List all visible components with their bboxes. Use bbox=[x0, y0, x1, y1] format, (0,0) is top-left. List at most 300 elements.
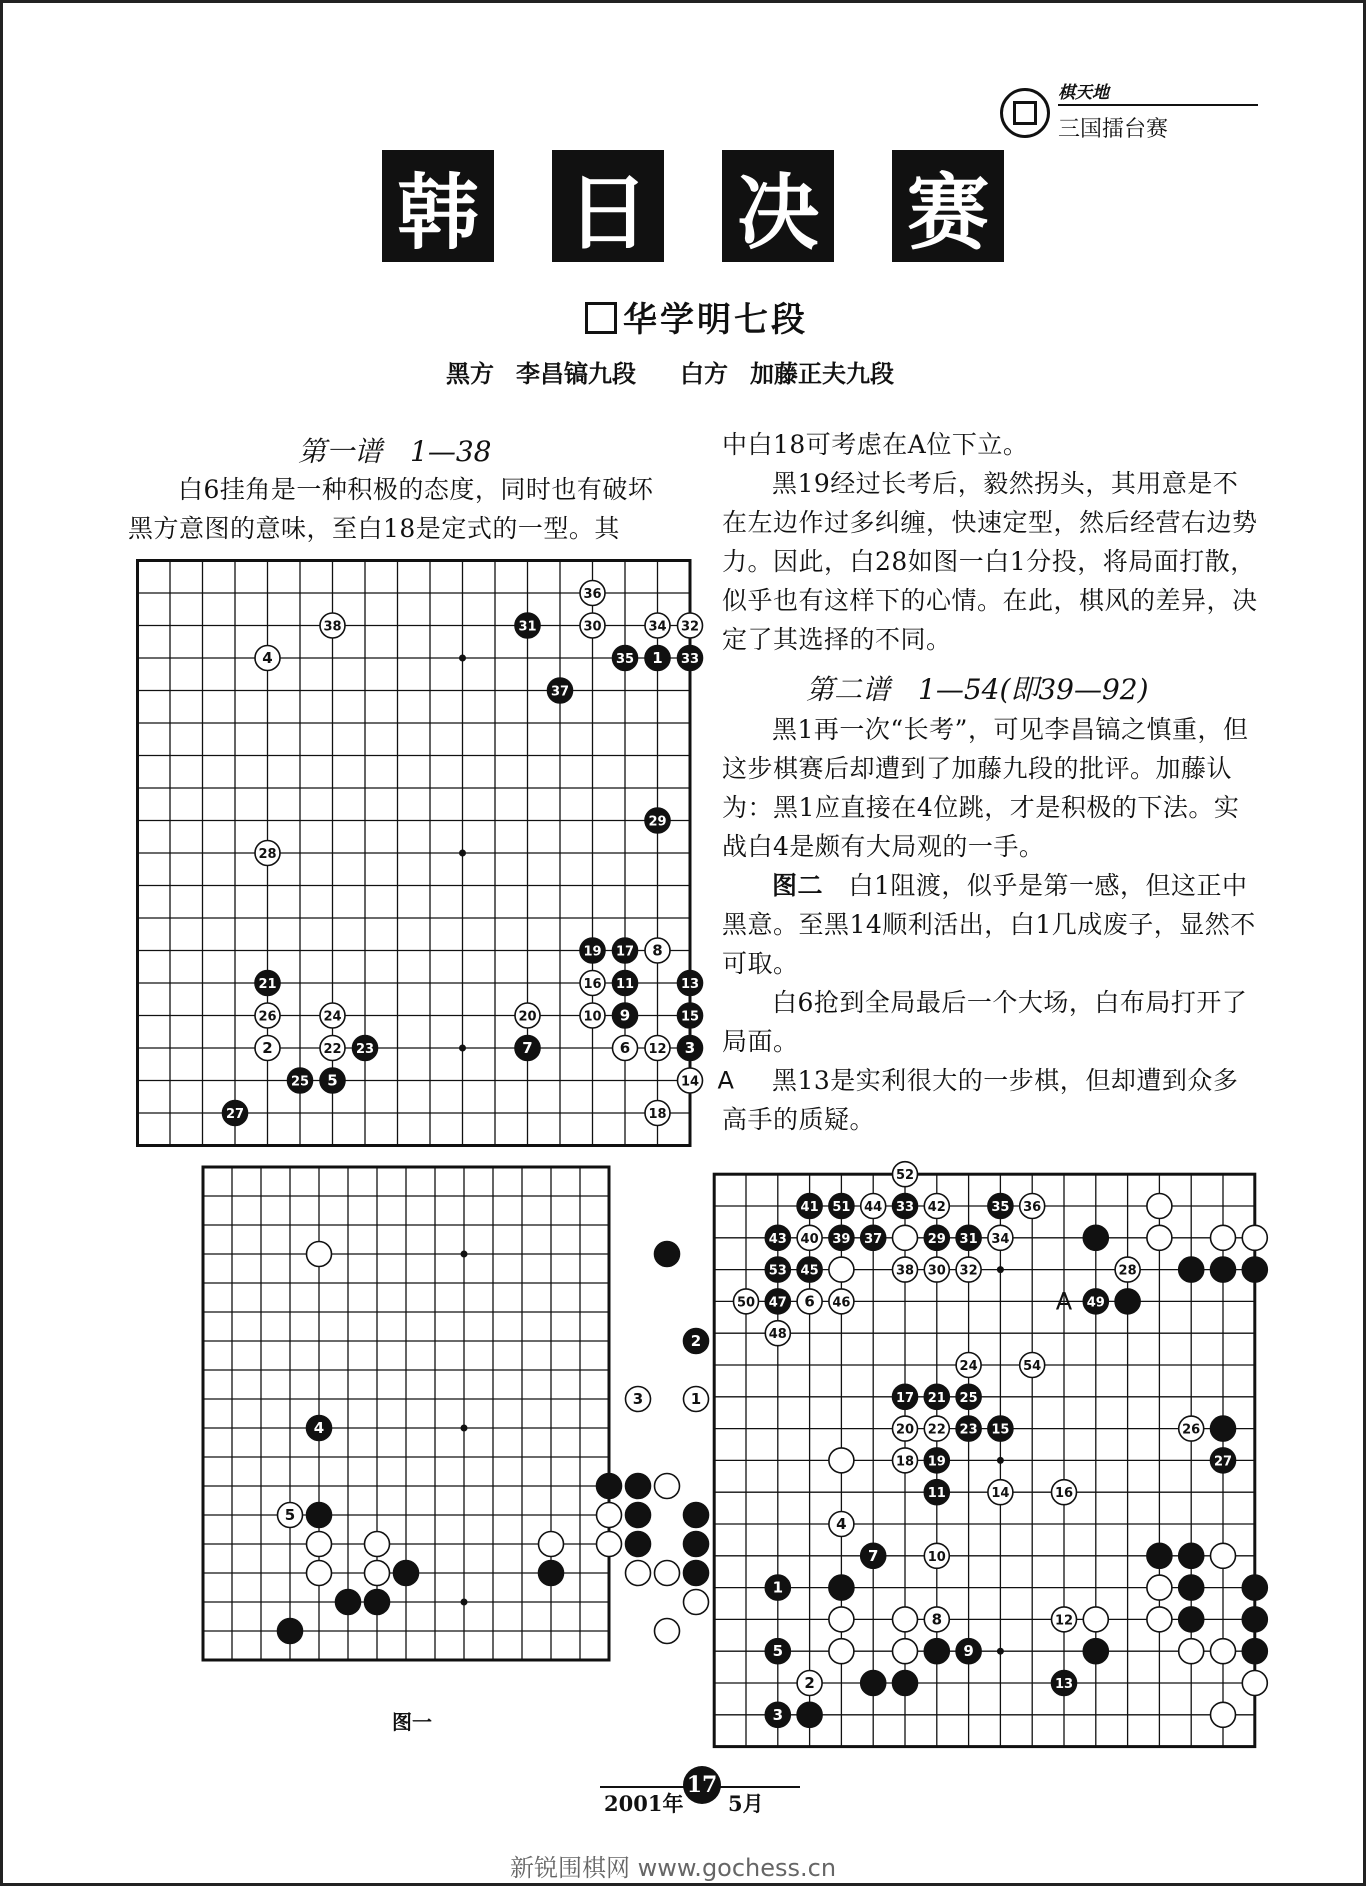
right-para-2: 黑19经过长考后，毅然拐头，其用意是不在左边作过多纠缠，快速定型，然后经营右边势力。因此，白28如图一白1分投，将局面打散，似乎也有这样下的心情。在此，棋风的差异，决定了其选择的不同。 bbox=[722, 469, 1258, 654]
white-stone bbox=[597, 1532, 622, 1557]
black-stone bbox=[320, 1068, 345, 1093]
white-stone bbox=[1147, 1575, 1172, 1600]
black-stone bbox=[924, 1384, 949, 1409]
black-stone bbox=[829, 1194, 854, 1219]
star-point bbox=[997, 1266, 1004, 1273]
move-number: 50 bbox=[736, 1295, 756, 1311]
title-char-4: 赛 bbox=[892, 150, 1004, 262]
white-stone bbox=[924, 1257, 949, 1282]
black-stone bbox=[515, 1036, 540, 1061]
black-stone bbox=[956, 1639, 981, 1664]
white-stone bbox=[1147, 1225, 1172, 1250]
white-stone bbox=[1179, 1639, 1204, 1664]
white-stone bbox=[1052, 1607, 1077, 1632]
move-number: 28 bbox=[1118, 1263, 1137, 1279]
black-stone bbox=[765, 1257, 790, 1282]
move-number: 25 bbox=[290, 1074, 310, 1090]
move-number: 52 bbox=[895, 1168, 915, 1184]
star-point bbox=[461, 1599, 468, 1606]
white-stone bbox=[255, 841, 280, 866]
black-stone bbox=[678, 1036, 703, 1061]
move-number: 54 bbox=[1023, 1359, 1042, 1374]
footer-year: 2001年 bbox=[604, 1791, 684, 1816]
black-stone bbox=[365, 1590, 390, 1615]
white-stone bbox=[320, 1036, 345, 1061]
white-stone bbox=[278, 1503, 303, 1528]
move-number: 17 bbox=[615, 944, 635, 960]
black-stone bbox=[924, 1639, 949, 1664]
move-number: 1 bbox=[652, 649, 663, 667]
move-number: 40 bbox=[800, 1231, 819, 1247]
white-stone bbox=[893, 1607, 918, 1632]
white-stone bbox=[988, 1480, 1013, 1505]
white-stone bbox=[1020, 1353, 1045, 1378]
star-point bbox=[459, 850, 466, 857]
black-stone bbox=[678, 646, 703, 671]
move-number: 32 bbox=[959, 1263, 978, 1279]
white-stone bbox=[255, 1036, 280, 1061]
move-number: 3 bbox=[632, 1390, 644, 1408]
white-stone bbox=[893, 1639, 918, 1664]
move-number: 18 bbox=[648, 1107, 667, 1122]
column-name: 三国擂台赛 bbox=[1058, 117, 1169, 142]
black-stone bbox=[515, 613, 540, 638]
move-number: 53 bbox=[768, 1263, 787, 1279]
black-stone bbox=[626, 1474, 651, 1499]
move-number: 20 bbox=[895, 1422, 915, 1438]
move-number: 16 bbox=[1054, 1486, 1074, 1502]
black-stone bbox=[1083, 1639, 1108, 1664]
move-number: 21 bbox=[927, 1390, 946, 1406]
black-stone bbox=[765, 1639, 790, 1664]
white-side-label: 白方 bbox=[680, 360, 728, 388]
move-number: 2 bbox=[690, 1332, 702, 1350]
black-stone bbox=[829, 1575, 854, 1600]
white-stone bbox=[829, 1639, 854, 1664]
move-number: 25 bbox=[959, 1390, 978, 1406]
move-number: 24 bbox=[323, 1009, 342, 1025]
right-para-6: 黑13是实利很大的一步棋，但却遭到众多高手的质疑。 bbox=[722, 1066, 1239, 1134]
move-number: 2 bbox=[804, 1674, 815, 1692]
white-stone bbox=[678, 613, 703, 638]
black-stone bbox=[1211, 1416, 1236, 1441]
left-intro bbox=[128, 470, 668, 548]
move-number: 23 bbox=[959, 1422, 978, 1438]
move-number: 28 bbox=[258, 847, 277, 862]
black-stone bbox=[626, 1532, 651, 1557]
black-stone bbox=[924, 1448, 949, 1473]
right-para-1: 中白18可考虑在A位下立。 bbox=[722, 430, 1029, 459]
move-number: 9 bbox=[963, 1642, 974, 1661]
white-stone bbox=[893, 1162, 918, 1187]
white-stone bbox=[626, 1387, 651, 1412]
black-stone bbox=[956, 1225, 981, 1250]
move-number: 26 bbox=[258, 1009, 277, 1025]
white-stone bbox=[1147, 1607, 1172, 1632]
black-stone bbox=[956, 1384, 981, 1409]
black-stone bbox=[613, 971, 638, 996]
black-stone bbox=[861, 1543, 886, 1568]
white-stone bbox=[1020, 1194, 1045, 1219]
move-number: 21 bbox=[258, 977, 277, 992]
move-number: 31 bbox=[959, 1231, 978, 1247]
move-number: 6 bbox=[804, 1292, 815, 1311]
header-rule bbox=[1058, 104, 1258, 106]
star-point bbox=[997, 1648, 1004, 1655]
move-number: 16 bbox=[583, 977, 602, 992]
move-number: 15 bbox=[680, 1009, 700, 1025]
move-number: 30 bbox=[927, 1263, 946, 1279]
black-stone bbox=[924, 1225, 949, 1250]
point-label-a: A bbox=[1055, 1287, 1073, 1316]
white-stone bbox=[924, 1607, 949, 1632]
move-number: 9 bbox=[619, 1006, 631, 1025]
move-number: 37 bbox=[864, 1231, 883, 1247]
figure-caption: 图一 bbox=[392, 1710, 432, 1734]
move-number: 51 bbox=[832, 1200, 851, 1215]
white-stone bbox=[678, 1068, 703, 1093]
black-stone bbox=[893, 1384, 918, 1409]
white-stone bbox=[1242, 1225, 1267, 1250]
move-number: 19 bbox=[927, 1454, 946, 1470]
white-stone bbox=[645, 613, 670, 638]
move-number: 4 bbox=[313, 1419, 325, 1437]
black-stone bbox=[797, 1702, 822, 1727]
white-stone bbox=[893, 1257, 918, 1282]
black-stone bbox=[765, 1575, 790, 1600]
black-stone bbox=[539, 1561, 564, 1586]
black-stone bbox=[1052, 1671, 1077, 1696]
move-number: 34 bbox=[991, 1231, 1010, 1247]
white-stone bbox=[1179, 1416, 1204, 1441]
black-stone bbox=[548, 678, 573, 703]
author-box-icon bbox=[585, 302, 617, 334]
move-number: 42 bbox=[927, 1200, 946, 1215]
move-number: 36 bbox=[1023, 1200, 1042, 1215]
move-number: 38 bbox=[323, 619, 342, 635]
white-stone bbox=[797, 1225, 822, 1250]
white-stone bbox=[1211, 1225, 1236, 1250]
go-board-2 bbox=[142, 1163, 702, 1673]
move-number: 8 bbox=[652, 941, 663, 960]
white-stone bbox=[893, 1448, 918, 1473]
black-stone bbox=[597, 1474, 622, 1499]
white-stone bbox=[1242, 1671, 1267, 1696]
white-stone bbox=[988, 1225, 1013, 1250]
white-stone bbox=[645, 1101, 670, 1126]
white-stone bbox=[1147, 1194, 1172, 1219]
white-stone bbox=[255, 646, 280, 671]
white-stone bbox=[580, 971, 605, 996]
magazine-logo-icon bbox=[1000, 88, 1050, 138]
right-para-5: 白6抢到全局最后一个大场，白布局打开了局面。 bbox=[722, 988, 1248, 1056]
black-stone bbox=[1179, 1543, 1204, 1568]
move-number: 49 bbox=[1086, 1295, 1105, 1311]
move-number: 6 bbox=[619, 1039, 631, 1057]
white-stone bbox=[734, 1289, 759, 1314]
title-char-2: 日 bbox=[552, 150, 664, 262]
black-stone bbox=[797, 1257, 822, 1282]
white-stone bbox=[829, 1607, 854, 1632]
move-number: 19 bbox=[583, 944, 602, 960]
move-number: 33 bbox=[680, 652, 700, 667]
move-number: 35 bbox=[615, 652, 635, 667]
move-number: 35 bbox=[991, 1200, 1010, 1215]
move-number: 13 bbox=[1054, 1677, 1074, 1692]
move-number: 38 bbox=[895, 1263, 915, 1279]
move-number: 4 bbox=[262, 649, 273, 667]
white-stone bbox=[1115, 1257, 1140, 1282]
white-stone bbox=[924, 1416, 949, 1441]
white-stone bbox=[861, 1194, 886, 1219]
black-stone bbox=[580, 938, 605, 963]
white-stone bbox=[307, 1242, 332, 1267]
white-stone bbox=[320, 613, 345, 638]
black-stone bbox=[394, 1561, 419, 1586]
black-stone bbox=[1147, 1543, 1172, 1568]
black-stone bbox=[255, 971, 280, 996]
white-stone bbox=[645, 938, 670, 963]
white-stone bbox=[655, 1561, 680, 1586]
black-stone bbox=[626, 1503, 651, 1528]
black-stone bbox=[1179, 1607, 1204, 1632]
move-number: 43 bbox=[768, 1231, 787, 1247]
white-stone bbox=[515, 1003, 540, 1028]
move-number: 8 bbox=[931, 1610, 943, 1629]
move-number: 41 bbox=[800, 1200, 819, 1215]
move-number: 5 bbox=[284, 1506, 296, 1524]
black-stone bbox=[1115, 1289, 1140, 1314]
white-stone bbox=[829, 1289, 854, 1314]
black-stone bbox=[861, 1225, 886, 1250]
black-stone bbox=[1242, 1575, 1267, 1600]
white-stone bbox=[797, 1671, 822, 1696]
right-column-text-2 bbox=[722, 710, 1262, 1139]
right-column-text-1 bbox=[722, 425, 1262, 659]
move-number: 14 bbox=[680, 1074, 700, 1090]
black-stone bbox=[613, 938, 638, 963]
title-char-1: 韩 bbox=[382, 150, 494, 262]
move-number: 24 bbox=[959, 1359, 978, 1374]
move-number: 7 bbox=[522, 1039, 533, 1057]
star-point bbox=[461, 1425, 468, 1432]
white-stone bbox=[655, 1619, 680, 1644]
go-board-1 bbox=[74, 560, 734, 1134]
white-stone bbox=[797, 1289, 822, 1314]
title-char-3: 决 bbox=[722, 150, 834, 262]
black-stone bbox=[678, 1003, 703, 1028]
white-stone bbox=[1211, 1702, 1236, 1727]
white-stone bbox=[1211, 1543, 1236, 1568]
author-name: 华学明七段 bbox=[623, 300, 808, 340]
right-para-4 bbox=[722, 866, 1262, 983]
black-stone bbox=[278, 1619, 303, 1644]
white-stone bbox=[956, 1257, 981, 1282]
black-stone bbox=[1242, 1257, 1267, 1282]
black-stone bbox=[893, 1194, 918, 1219]
black-player-name: 李昌镐九段 bbox=[516, 360, 636, 388]
move-number: 17 bbox=[895, 1390, 915, 1406]
white-stone bbox=[307, 1532, 332, 1557]
move-number: 10 bbox=[927, 1549, 946, 1565]
black-stone bbox=[655, 1242, 680, 1267]
move-number: 20 bbox=[518, 1009, 537, 1025]
white-stone bbox=[645, 1036, 670, 1061]
star-point bbox=[459, 655, 466, 662]
white-player-name: 加藤正夫九段 bbox=[750, 360, 894, 388]
site-watermark: 新锐围棋网 www.gochess.cn bbox=[510, 1854, 837, 1882]
move-number: 47 bbox=[768, 1295, 787, 1311]
black-stone bbox=[1211, 1257, 1236, 1282]
white-stone bbox=[365, 1561, 390, 1586]
move-number: 27 bbox=[225, 1107, 245, 1122]
white-stone bbox=[924, 1194, 949, 1219]
white-stone bbox=[956, 1353, 981, 1378]
move-number: 15 bbox=[991, 1422, 1010, 1438]
author-line bbox=[585, 292, 808, 341]
move-number: 1 bbox=[772, 1578, 784, 1597]
move-number: 36 bbox=[583, 587, 602, 602]
go-board-3 bbox=[692, 1160, 1296, 1756]
move-number: 33 bbox=[895, 1200, 915, 1215]
white-stone bbox=[597, 1503, 622, 1528]
move-number: 27 bbox=[1213, 1454, 1233, 1470]
move-number: 18 bbox=[895, 1454, 915, 1470]
black-stone bbox=[1083, 1225, 1108, 1250]
move-number: 12 bbox=[648, 1042, 667, 1057]
star-point bbox=[459, 1045, 466, 1052]
black-stone bbox=[829, 1225, 854, 1250]
left-intro-text: 白6挂角是一种积极的态度，同时也有破坏黑方意图的意味，至白18是定式的一型。其 bbox=[128, 475, 654, 543]
white-stone bbox=[365, 1532, 390, 1557]
move-number: 23 bbox=[355, 1042, 375, 1057]
black-stone bbox=[307, 1416, 332, 1441]
fig2-label: 图二 bbox=[772, 871, 824, 900]
move-number: 29 bbox=[648, 814, 667, 830]
point-label-a: A bbox=[717, 1066, 734, 1095]
move-number: 32 bbox=[680, 619, 700, 635]
move-number: 31 bbox=[518, 619, 537, 635]
black-stone bbox=[893, 1671, 918, 1696]
white-stone bbox=[320, 1003, 345, 1028]
black-stone bbox=[1211, 1448, 1236, 1473]
black-stone bbox=[678, 971, 703, 996]
black-stone bbox=[861, 1671, 886, 1696]
move-number: 30 bbox=[583, 619, 602, 635]
players-line bbox=[446, 354, 916, 389]
page-number: 17 bbox=[683, 1766, 721, 1804]
move-number: 22 bbox=[927, 1422, 946, 1438]
black-side-label: 黑方 bbox=[446, 360, 494, 388]
move-number: 4 bbox=[836, 1515, 847, 1533]
white-stone bbox=[893, 1416, 918, 1441]
magazine-brand: 棋天地 bbox=[1058, 83, 1109, 103]
black-stone bbox=[645, 646, 670, 671]
black-stone bbox=[924, 1480, 949, 1505]
move-number: 14 bbox=[991, 1486, 1010, 1502]
move-number: 45 bbox=[800, 1263, 819, 1279]
move-number: 44 bbox=[864, 1200, 883, 1215]
black-stone bbox=[1242, 1607, 1267, 1632]
right-para-3: 黑1再一次“长考”，可见李昌镐之慎重，但这步棋赛后却遭到了加藤九段的批评。加藤认为：黑1应直接在4位跳，才是积极的下法。实战白4是颇有大局观的一手。 bbox=[722, 715, 1249, 861]
move-number: 2 bbox=[262, 1039, 273, 1057]
move-number: 11 bbox=[615, 977, 635, 992]
black-stone bbox=[1242, 1639, 1267, 1664]
move-number: 1 bbox=[690, 1390, 702, 1408]
move-number: 5 bbox=[772, 1642, 784, 1661]
black-stone bbox=[1179, 1257, 1204, 1282]
move-number: 3 bbox=[772, 1705, 784, 1724]
move-number: 7 bbox=[867, 1546, 879, 1565]
move-number: 39 bbox=[832, 1231, 851, 1247]
white-stone bbox=[580, 581, 605, 606]
star-point bbox=[997, 1457, 1004, 1464]
white-stone bbox=[1211, 1639, 1236, 1664]
black-stone bbox=[988, 1194, 1013, 1219]
white-stone bbox=[255, 1003, 280, 1028]
white-stone bbox=[829, 1448, 854, 1473]
white-stone bbox=[829, 1257, 854, 1282]
move-number: 22 bbox=[323, 1042, 342, 1057]
black-stone bbox=[223, 1101, 248, 1126]
white-stone bbox=[655, 1474, 680, 1499]
black-stone bbox=[765, 1702, 790, 1727]
move-number: 37 bbox=[550, 684, 570, 700]
black-stone bbox=[765, 1289, 790, 1314]
move-number: 13 bbox=[680, 977, 700, 992]
white-stone bbox=[1052, 1480, 1077, 1505]
white-stone bbox=[580, 1003, 605, 1028]
black-stone bbox=[956, 1416, 981, 1441]
move-number: 5 bbox=[327, 1071, 338, 1090]
move-number: 11 bbox=[927, 1486, 946, 1502]
move-number: 26 bbox=[1182, 1422, 1201, 1438]
black-stone bbox=[336, 1590, 361, 1615]
white-stone bbox=[580, 613, 605, 638]
white-stone bbox=[626, 1561, 651, 1586]
black-stone bbox=[645, 808, 670, 833]
black-stone bbox=[613, 646, 638, 671]
white-stone bbox=[893, 1225, 918, 1250]
black-stone bbox=[1083, 1289, 1108, 1314]
star-point bbox=[461, 1251, 468, 1258]
move-number: 10 bbox=[583, 1009, 602, 1025]
black-stone bbox=[1179, 1575, 1204, 1600]
white-stone bbox=[613, 1036, 638, 1061]
move-number: 29 bbox=[927, 1231, 946, 1247]
move-number: 34 bbox=[648, 619, 667, 635]
white-stone bbox=[539, 1532, 564, 1557]
right-para-4-text: 白1阻渡，似乎是第一感，但这正中黑意。至黑14顺利活出，白1几成废子，显然不可取。 bbox=[722, 871, 1256, 978]
white-stone bbox=[924, 1543, 949, 1568]
black-stone bbox=[353, 1036, 378, 1061]
move-number: 3 bbox=[684, 1039, 696, 1057]
move-number: 12 bbox=[1054, 1613, 1074, 1629]
black-stone bbox=[613, 1003, 638, 1028]
white-stone bbox=[307, 1561, 332, 1586]
black-stone bbox=[288, 1068, 313, 1093]
black-stone bbox=[307, 1503, 332, 1528]
black-stone bbox=[765, 1225, 790, 1250]
move-number: 46 bbox=[832, 1295, 851, 1311]
move-number: 48 bbox=[768, 1327, 787, 1343]
white-stone bbox=[1083, 1607, 1108, 1632]
footer-month: 5月 bbox=[728, 1791, 764, 1816]
section2-title: 第二谱 1—54(即39—92) bbox=[806, 673, 1149, 706]
white-stone bbox=[765, 1321, 790, 1346]
black-stone bbox=[797, 1194, 822, 1219]
section1-title: 第一谱 1—38 bbox=[298, 435, 492, 468]
